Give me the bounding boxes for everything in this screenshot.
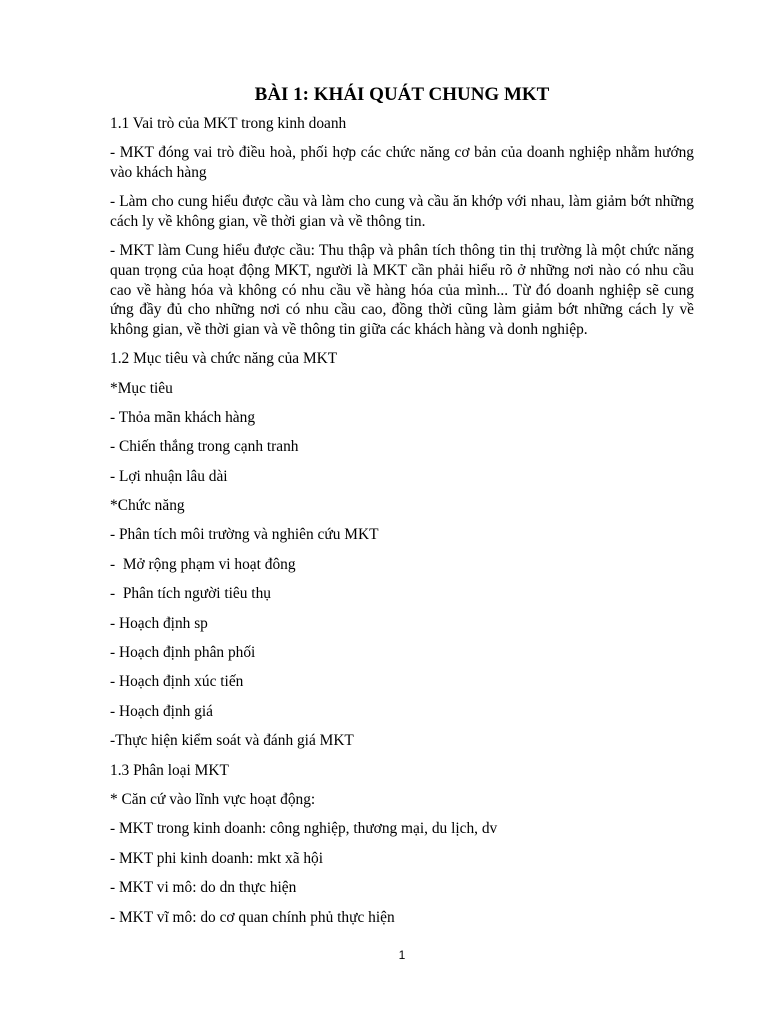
document-title: BÀI 1: KHÁI QUÁT CHUNG MKT bbox=[254, 84, 550, 105]
list-item: - MKT phi kinh doanh: mkt xã hội bbox=[110, 849, 324, 867]
section-heading-1-2: 1.2 Mục tiêu và chức năng của MKT bbox=[110, 350, 338, 368]
section-heading-1-1: 1.1 Vai trò của MKT trong kinh doanh bbox=[110, 115, 347, 132]
list-item: - Hoạch định sp bbox=[110, 614, 208, 632]
list-item: - MKT trong kinh doanh: công nghiệp, thương mại, du lịch, dv bbox=[110, 820, 498, 838]
subheading-can-cu: * Căn cứ vào lĩnh vực hoạt động: bbox=[110, 790, 316, 808]
list-item: - Thỏa mãn khách hàng bbox=[110, 408, 256, 426]
list-item: - Chiến thắng trong cạnh tranh bbox=[110, 438, 299, 456]
paragraph: - Làm cho cung hiểu được cầu và làm cho cung và cầu ăn khớp với nhau, làm giảm bớt những cách ly về không gian, về thời gian và về thông tin. bbox=[110, 193, 698, 230]
list-item: - Hoạch định xúc tiến bbox=[110, 673, 244, 691]
list-item: - Hoạch định giá bbox=[110, 702, 213, 720]
list-item: - Lợi nhuận lâu dài bbox=[110, 467, 228, 485]
paragraph: - MKT đóng vai trò điều hoà, phối hợp các chức năng cơ bản của doanh nghiệp nhằm hướng vào khách hàng bbox=[110, 144, 698, 181]
list-item: -Thực hiện kiểm soát và đánh giá MKT bbox=[110, 732, 354, 750]
subheading-chuc-nang: *Chức năng bbox=[110, 497, 185, 515]
document-body bbox=[110, 82, 698, 937]
list-item: - MKT vi mô: do dn thực hiện bbox=[110, 879, 297, 897]
list-item: - Phân tích môi trường và nghiên cứu MKT bbox=[110, 526, 379, 544]
list-item: - Hoạch định phân phối bbox=[110, 644, 256, 662]
subheading-muc-tieu: *Mục tiêu bbox=[110, 379, 173, 397]
list-item: - Mở rộng phạm vi hoạt đông bbox=[110, 555, 296, 573]
list-item: - MKT vĩ mô: do cơ quan chính phủ thực hiện bbox=[110, 908, 395, 926]
paragraph: - MKT làm Cung hiểu được cầu: Thu thập và phân tích thông tin thị trường là một chức năng quan trọng của hoạt động MKT, người là MKT cần phải hiểu rõ ở những nơi nào có nhu cầu cao về hàng hóa và không có nhu cầu về hàng hóa của mình... Từ đó doanh nghiệp sẽ cung ứng đầy đủ cho những nơi có nhu cầu cao, đồng thời cũng làm giảm bớt những cách ly về không gian, về thời gian và về thông tin giữa các khách hàng và donh nghiệp. bbox=[110, 242, 698, 338]
section-heading-1-3: 1.3 Phân loại MKT bbox=[110, 761, 229, 779]
list-item: - Phân tích người tiêu thụ bbox=[110, 585, 271, 603]
page-number: 1 bbox=[398, 948, 406, 962]
